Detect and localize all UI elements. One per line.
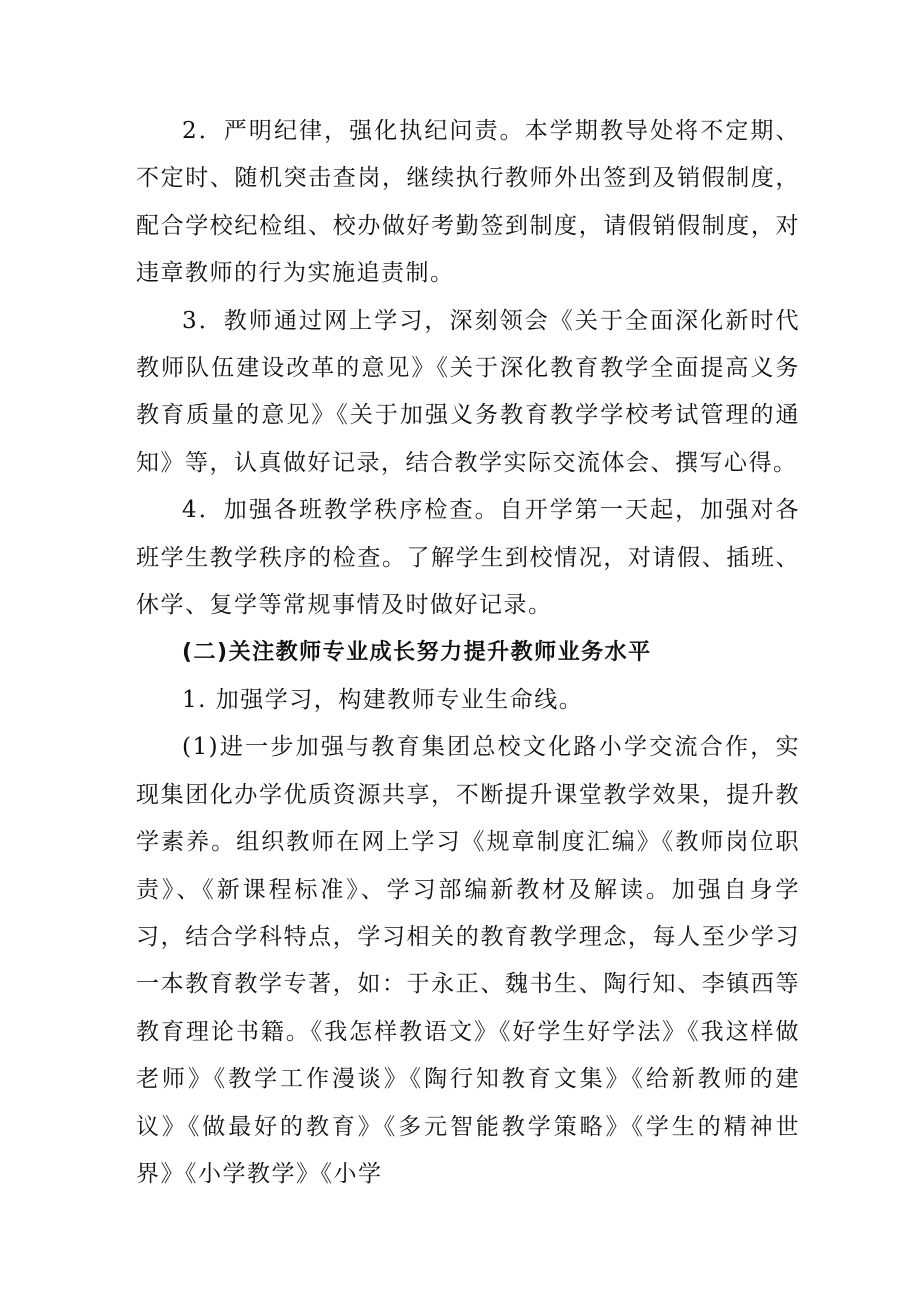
- paragraph-item-4: 4．加强各班教学秩序检查。自开学第一天起，加强对各班学生教学秩序的检查。了解学生到校情况，对请假、插班、休学、复学等常规事情及时做好记录。: [136, 497, 800, 619]
- paragraph-item-3: 3．教师通过网上学习，深刻领会《关于全面深化新时代教师队伍建设改革的意见》《关于深化教育教学全面提高义务教育质量的意见》《关于加强义务教育教学学校考试管理的通知》等，认真做好记录，结合教学实际交流体会、撰写心得。: [136, 307, 800, 476]
- document-page: [136, 108, 800, 1198]
- paragraph-item-2: 2．严明纪律，强化执纪问责。本学期教导处将不定期、不定时、随机突击查岗，继续执行教师外出签到及销假制度，配合学校纪检组、校办做好考勤签到制度，请假销假制度，对违章教师的行为实施追责制。: [136, 118, 800, 287]
- sub-item-heading: 1. 加强学习，构建教师专业生命线。: [182, 686, 584, 713]
- sub-paragraph-1: (1)进一步加强与教育集团总校文化路小学交流合作，实现集团化办学优质资源共享，不断提升课堂教学效果，提升教学素养。组织教师在网上学习《规章制度汇编》《教师岗位职责》、《新课程标准》、学习部编新教材及解读。加强自身学习，结合学科特点，学习相关的教育教学理念，每人至少学习一本教育教学专著，如：于永正、魏书生、陶行知、李镇西等教育理论书籍。《我怎样教语文》《好学生好学法》《我这样做老师》《教学工作漫谈》《陶行知教育文集》《给新教师的建议》《做最好的教育》《多元智能教学策略》《学生的精神世界》《小学教学》《小学: [136, 734, 800, 1187]
- section-heading: (二)关注教师专业成长努力提升教师业务水平: [182, 640, 652, 666]
